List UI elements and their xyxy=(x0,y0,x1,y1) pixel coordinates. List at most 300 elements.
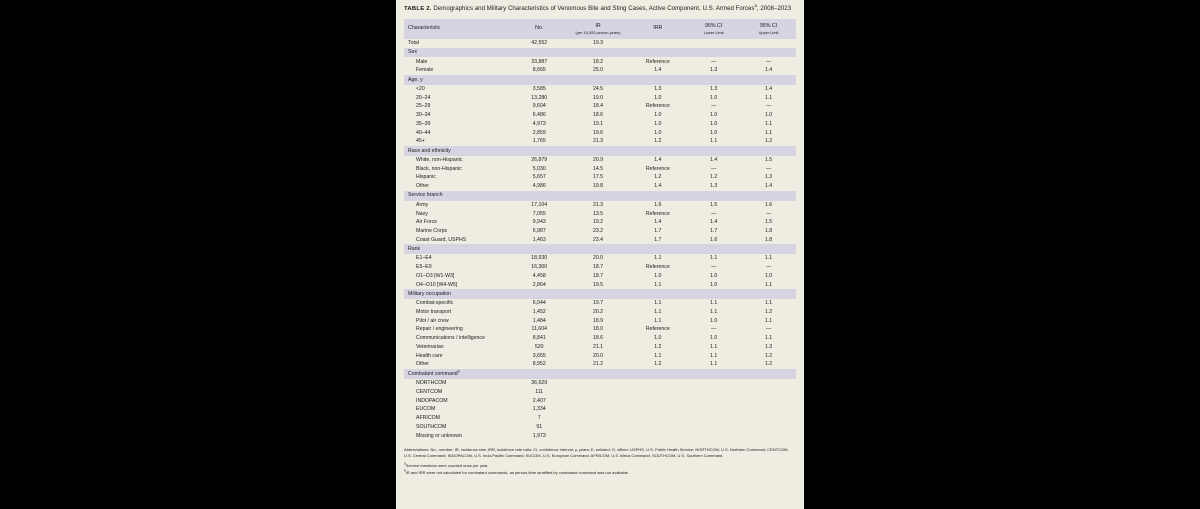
cell-ci-upper: — xyxy=(765,165,772,172)
cell-characteristic: 40–44 xyxy=(416,129,431,136)
cell-ir: 23.4 xyxy=(592,236,604,243)
cell-ir: 24.5 xyxy=(592,85,604,92)
cell-ci-lower xyxy=(686,39,741,48)
cell-characteristic: O4–O10 [W4-W5] xyxy=(416,281,458,288)
cell-ir: 20.0 xyxy=(592,255,604,262)
cell-characteristic: White, non-Hispanic xyxy=(416,156,463,163)
cell-characteristic: 35–39 xyxy=(416,120,431,127)
cell-characteristic: SOUTHCOM xyxy=(416,423,447,430)
cell-irr: 1.1 xyxy=(654,281,662,288)
cell-ir xyxy=(567,397,630,406)
cell-irr: 1.4 xyxy=(654,219,662,226)
table-title: TABLE 2. Demographics and Military Characteristics of Venomous Bite and Sting Cases, Active Component, U.S. Armed Forces$^a$, 2008–2023 xyxy=(404,2,792,12)
footnote-a-marker: a xyxy=(404,461,406,466)
cell-ir: 23.2 xyxy=(592,228,604,235)
table-row xyxy=(404,360,796,369)
cell-ir: 25.0 xyxy=(592,67,604,74)
cell-ci-upper: 1.1 xyxy=(764,255,773,262)
cell-irr: Reference xyxy=(645,58,670,65)
cell-irr: 1.1 xyxy=(654,317,662,324)
cell-ci-lower: 1.4 xyxy=(710,156,718,163)
cell-ci-lower: 1.0 xyxy=(710,120,718,127)
cell-characteristic: Army xyxy=(416,201,429,208)
cell-irr: Reference xyxy=(645,326,670,333)
column-header-ir xyxy=(567,19,630,39)
cell-irr xyxy=(629,39,686,48)
cell-no: 3,655 xyxy=(532,352,546,359)
cell-ir: 18.7 xyxy=(592,272,604,279)
cell-no: 520 xyxy=(534,343,544,350)
cell-irr: 1.4 xyxy=(654,67,662,74)
cell-ci-upper: 1.4 xyxy=(764,67,773,74)
cell-ir xyxy=(567,432,630,441)
cell-ci-upper: 1.1 xyxy=(764,317,773,324)
table-row xyxy=(404,218,796,227)
footnote-b-text: IR and IRR were not calculated for combatant commands, as person-time stratified by combatant command was not available. xyxy=(405,470,629,476)
cell-ir: 18.6 xyxy=(592,335,604,342)
cell-ir: 18.9 xyxy=(592,317,604,324)
cell-no: 13,280 xyxy=(531,94,548,101)
cell-ci-upper: 1.8 xyxy=(764,236,773,243)
cell-irr: 1.0 xyxy=(654,94,662,101)
demographics-table xyxy=(404,19,796,441)
cell-ci-lower: 1.3 xyxy=(710,67,718,74)
table-section-label: Race and ethnicity xyxy=(404,146,796,156)
cell-characteristic: E1–E4 xyxy=(416,255,432,262)
cell-ci-lower: — xyxy=(711,264,717,271)
table-section-label: Military occupation xyxy=(404,289,796,299)
table-row xyxy=(404,137,796,146)
cell-no: 4,458 xyxy=(532,272,546,279)
cell-irr: 1.1 xyxy=(654,255,662,262)
cell-irr: 1.3 xyxy=(654,85,662,92)
cell-no: 8,841 xyxy=(532,335,546,342)
cell-ci-upper xyxy=(741,397,796,406)
cell-no: 7 xyxy=(537,415,541,422)
table-row xyxy=(404,423,796,432)
table-body xyxy=(404,39,796,440)
cell-ci-upper: 1.6 xyxy=(764,201,773,208)
cell-ci-upper: — xyxy=(765,210,772,217)
cell-ir xyxy=(567,388,630,397)
cell-characteristic: 25–29 xyxy=(416,103,431,110)
table-section-label: Service branch xyxy=(404,191,796,201)
cell-ci-lower: — xyxy=(711,103,717,110)
footnote-abbreviations: Abbreviations: No., number; IR, incidence rate; IRR, incidence rate ratio; CI, confidence interval; y, years; E, enlisted; O, officer; USPHS, U.S. Public Health Service; NORTHCOM, U.S. Northern Command; CENTCOM, U.S. Central Command; INDOPACOM, U.S. Indo-Pacific Command; EUCOM, U.S. European Command; AFRICOM, U.S. Africa Command; SOUTHCOM, U.S. Southern Command. xyxy=(404,447,789,459)
cell-ci-upper: 1.2 xyxy=(764,352,773,359)
cell-ci-upper: — xyxy=(765,264,772,271)
cell-no: 2,864 xyxy=(532,281,546,288)
cell-ir: 19.2 xyxy=(592,219,604,226)
table-header-row xyxy=(404,19,796,39)
cell-characteristic: Female xyxy=(416,67,434,74)
cell-irr: 1.2 xyxy=(654,138,662,145)
cell-ci-upper xyxy=(741,379,796,388)
cell-irr: 1.0 xyxy=(654,335,662,342)
column-header-ci-upper-label: 95% CI xyxy=(759,22,778,29)
column-header-ci-upper xyxy=(741,19,796,39)
cell-irr: 1.1 xyxy=(654,308,662,315)
cell-characteristic: E5–E9 xyxy=(416,264,432,271)
cell-no: 42,552 xyxy=(531,39,548,46)
table-header xyxy=(404,19,796,39)
cell-irr: 1.0 xyxy=(654,120,662,127)
cell-no: 1,463 xyxy=(532,236,546,243)
cell-ci-lower: 1.2 xyxy=(710,174,718,181)
cell-ci-lower: 1.0 xyxy=(710,281,718,288)
cell-no: 26,879 xyxy=(531,156,548,163)
cell-ir: 19.6 xyxy=(592,129,604,136)
cell-irr: 1.1 xyxy=(654,352,662,359)
cell-characteristic: Communications / intelligence xyxy=(416,335,485,342)
cell-characteristic: Air Force xyxy=(416,219,438,226)
cell-ci-lower: — xyxy=(711,58,717,65)
table-section-row xyxy=(404,244,796,254)
cell-no: 3,585 xyxy=(532,85,546,92)
cell-ci-lower: 1.0 xyxy=(710,317,718,324)
cell-ir: 19.0 xyxy=(592,94,604,101)
cell-ci-upper: 1.2 xyxy=(764,361,773,368)
cell-characteristic: CENTCOM xyxy=(416,388,443,395)
footnote-a-text: Service members were counted once per year. xyxy=(405,462,489,468)
table-row xyxy=(404,102,796,111)
table-section-row xyxy=(404,48,796,58)
table-section-label: Combatant command$^b$ xyxy=(404,369,796,379)
cell-characteristic: Other xyxy=(416,183,429,190)
cell-ir: 21.1 xyxy=(592,343,604,350)
footnote-a xyxy=(404,463,796,469)
cell-no: 11,604 xyxy=(531,326,547,333)
cell-ci-lower: 1.0 xyxy=(710,272,718,279)
cell-no: 9,604 xyxy=(532,103,546,110)
table-row xyxy=(404,85,796,94)
cell-ci-lower: 1.6 xyxy=(710,236,718,243)
cell-ci-lower: 1.3 xyxy=(710,85,718,92)
table-row xyxy=(404,165,796,174)
cell-no: 1,484 xyxy=(532,317,546,324)
cell-ir xyxy=(567,423,630,432)
cell-ci-upper xyxy=(741,414,796,423)
cell-ir: 18.7 xyxy=(592,264,604,271)
table-row xyxy=(404,227,796,236)
cell-ci-lower xyxy=(686,432,741,441)
cell-irr: 1.4 xyxy=(654,183,662,190)
cell-no: 7,055 xyxy=(532,210,546,217)
cell-ci-upper xyxy=(741,388,796,397)
cell-characteristic: 30–34 xyxy=(416,112,431,119)
cell-characteristic: Motor transport xyxy=(416,308,452,315)
cell-ci-lower: — xyxy=(711,210,717,217)
cell-characteristic: Male xyxy=(416,58,428,65)
table-row xyxy=(404,39,796,48)
column-header-ci-upper-sublabel: Upper Limit xyxy=(758,29,779,35)
cell-ir: 19.7 xyxy=(592,300,604,307)
cell-no: 1,452 xyxy=(532,308,546,315)
cell-ci-upper: 1.2 xyxy=(764,308,773,315)
column-header-characteristic xyxy=(404,19,512,39)
cell-ci-lower xyxy=(686,414,741,423)
cell-ci-lower: 1.0 xyxy=(710,335,718,342)
table-row xyxy=(404,388,796,397)
cell-ci-upper: 1.3 xyxy=(764,343,773,350)
cell-ir: 19.3 xyxy=(592,39,604,46)
cell-no: 9,943 xyxy=(532,219,546,226)
cell-ir: 19.1 xyxy=(592,120,604,127)
cell-no: 1,334 xyxy=(532,406,546,413)
cell-no: 6,987 xyxy=(532,228,546,235)
table-section-footnote-marker: b xyxy=(457,369,460,374)
cell-ci-upper: 1.1 xyxy=(764,120,773,127)
cell-characteristic: 20–24 xyxy=(416,94,431,101)
cell-ci-lower: 1.0 xyxy=(710,112,718,119)
cell-irr xyxy=(629,379,686,388)
cell-ci-upper: 1.0 xyxy=(764,112,773,119)
cell-ir: 20.9 xyxy=(592,156,604,163)
cell-irr: 1.2 xyxy=(654,174,662,181)
footnote-b-marker: b xyxy=(404,468,406,473)
table-row xyxy=(404,182,796,191)
table-title-years: 2008–2023 xyxy=(760,5,792,12)
cell-ci-upper: 1.0 xyxy=(764,272,773,279)
cell-no: 1,765 xyxy=(532,138,546,145)
table-row xyxy=(404,308,796,317)
cell-characteristic: Navy xyxy=(416,210,428,217)
cell-irr: 1.0 xyxy=(654,112,662,119)
cell-no: 36,629 xyxy=(531,380,548,387)
table-row xyxy=(404,352,796,361)
table-row xyxy=(404,236,796,245)
cell-ci-upper xyxy=(741,423,796,432)
cell-ir: 20.2 xyxy=(592,308,604,315)
table-footnotes xyxy=(404,447,796,476)
cell-irr xyxy=(629,414,686,423)
column-header-no xyxy=(512,19,567,39)
cell-ci-lower: — xyxy=(711,165,717,172)
cell-characteristic: Hispanic xyxy=(416,174,436,181)
table-row xyxy=(404,343,796,352)
column-header-ir-sublabel: (per 10,000 person-years) xyxy=(575,29,621,35)
cell-ci-upper: — xyxy=(765,326,772,333)
footnote-b xyxy=(404,470,796,476)
cell-ci-upper: 1.1 xyxy=(764,335,773,342)
cell-characteristic: INDOPACOM xyxy=(416,397,448,404)
cell-ci-lower xyxy=(686,423,741,432)
cell-ci-lower xyxy=(686,397,741,406)
cell-ir: 18.2 xyxy=(592,58,604,65)
document-page xyxy=(396,0,804,509)
table-row xyxy=(404,263,796,272)
column-header-characteristic-label: Characteristic xyxy=(408,25,441,32)
cell-no: 6,486 xyxy=(532,112,546,119)
table-section-row xyxy=(404,75,796,85)
cell-irr xyxy=(629,388,686,397)
cell-ci-upper: — xyxy=(765,58,772,65)
cell-characteristic: Coast Guard, USPHS xyxy=(416,236,467,243)
cell-no: 5,657 xyxy=(532,174,546,181)
cell-ci-lower: 1.1 xyxy=(710,255,718,262)
column-header-ci-lower-sublabel: Lower Limit xyxy=(703,29,724,35)
cell-ci-upper: 1.4 xyxy=(764,85,773,92)
cell-irr: Reference xyxy=(645,103,670,110)
cell-ci-upper: 1.4 xyxy=(764,183,773,190)
cell-ir xyxy=(567,405,630,414)
column-header-no-label: No. xyxy=(535,25,544,32)
cell-characteristic: Repair / engineering xyxy=(416,326,463,333)
cell-characteristic: Other xyxy=(416,361,429,368)
cell-ci-lower: 1.3 xyxy=(710,183,718,190)
cell-ir: 20.0 xyxy=(592,352,604,359)
cell-ci-lower xyxy=(686,405,741,414)
cell-characteristic: NORTHCOM xyxy=(416,380,447,387)
cell-ci-lower: 1.0 xyxy=(710,129,718,136)
cell-no: 91 xyxy=(536,423,543,430)
cell-ci-lower: 1.1 xyxy=(710,300,718,307)
cell-irr: 1.0 xyxy=(654,272,662,279)
cell-ci-upper: 1.8 xyxy=(764,228,773,235)
cell-irr: 1.1 xyxy=(654,300,662,307)
cell-ci-lower: 1.0 xyxy=(710,94,718,101)
cell-ci-upper: — xyxy=(765,103,772,110)
table-row xyxy=(404,111,796,120)
cell-irr: Reference xyxy=(645,210,670,217)
table-row xyxy=(404,334,796,343)
table-row xyxy=(404,405,796,414)
table-row xyxy=(404,173,796,182)
cell-characteristic: <20 xyxy=(416,85,425,92)
column-header-irr xyxy=(629,19,686,39)
cell-irr: 1.7 xyxy=(654,228,662,235)
cell-ir: 19.8 xyxy=(592,183,604,190)
table-row xyxy=(404,432,796,441)
cell-characteristic: AFRICOM xyxy=(416,415,440,422)
cell-ci-lower: 1.4 xyxy=(710,219,718,226)
cell-ci-upper: 1.3 xyxy=(764,174,773,181)
table-row xyxy=(404,94,796,103)
cell-characteristic: Black, non-Hispanic xyxy=(416,165,462,172)
cell-irr xyxy=(629,397,686,406)
cell-irr: 1.6 xyxy=(654,201,662,208)
cell-ci-lower: 1.1 xyxy=(710,138,718,145)
table-section-label: Age, y xyxy=(404,75,796,85)
cell-ci-upper: 1.1 xyxy=(764,281,773,288)
cell-irr: 1.0 xyxy=(654,129,662,136)
cell-characteristic: O1–O3 [W1-W3] xyxy=(416,272,455,279)
table-section-row xyxy=(404,191,796,201)
table-row xyxy=(404,254,796,263)
cell-ci-lower: 1.1 xyxy=(710,343,718,350)
cell-ci-lower: 1.1 xyxy=(710,361,718,368)
cell-ci-lower xyxy=(686,379,741,388)
cell-irr: Reference xyxy=(645,264,670,271)
cell-no: 4,986 xyxy=(532,183,546,190)
table-row xyxy=(404,57,796,66)
cell-ir: 17.5 xyxy=(592,174,604,181)
table-section-label: Sex xyxy=(404,48,796,58)
cell-ir: 18.6 xyxy=(592,112,604,119)
cell-ci-lower: — xyxy=(711,326,717,333)
cell-irr xyxy=(629,423,686,432)
table-title-footnote-marker: a xyxy=(754,2,757,8)
table-section-row xyxy=(404,369,796,379)
cell-irr: 1.7 xyxy=(654,236,662,243)
cell-ci-upper: 1.1 xyxy=(764,300,773,307)
cell-no: 8,952 xyxy=(532,361,546,368)
table-row xyxy=(404,156,796,165)
cell-no: 2,407 xyxy=(532,397,546,404)
cell-ci-upper: 1.5 xyxy=(764,156,773,163)
cell-ci-upper: 1.1 xyxy=(764,94,773,101)
cell-ci-lower: 1.5 xyxy=(710,201,718,208)
table-title-text: Demographics and Military Characteristics of Venomous Bite and Sting Cases, Active Component, U.S. Armed Forces xyxy=(431,5,755,12)
cell-ci-lower: 1.7 xyxy=(710,228,718,235)
cell-ir: 19.5 xyxy=(592,281,604,288)
cell-ir xyxy=(567,379,630,388)
cell-characteristic: EUCOM xyxy=(416,406,436,413)
cell-ci-lower xyxy=(686,388,741,397)
cell-ci-upper: 1.1 xyxy=(764,129,773,136)
table-row xyxy=(404,201,796,210)
table-row xyxy=(404,272,796,281)
cell-characteristic: Combat-specific xyxy=(416,300,454,307)
cell-irr xyxy=(629,405,686,414)
cell-no: 4,973 xyxy=(532,120,546,127)
cell-characteristic: Veterinarian xyxy=(416,343,444,350)
table-row xyxy=(404,129,796,138)
cell-no: 5,030 xyxy=(532,165,546,172)
table-section-row xyxy=(404,146,796,156)
cell-characteristic: 45+ xyxy=(416,138,425,145)
cell-ci-upper xyxy=(741,432,796,441)
table-row xyxy=(404,281,796,290)
cell-no: 2,859 xyxy=(532,129,546,136)
cell-no: 6,044 xyxy=(532,300,546,307)
table-section-label: Rank xyxy=(404,244,796,254)
cell-ci-upper: 1.2 xyxy=(764,138,773,145)
cell-ir: 14.5 xyxy=(592,165,604,172)
cell-no: 1,973 xyxy=(532,432,546,439)
table-row xyxy=(404,299,796,308)
cell-irr: 1.4 xyxy=(654,156,662,163)
cell-ci-lower: 1.1 xyxy=(710,308,718,315)
cell-characteristic: Health care xyxy=(416,352,443,359)
cell-ir: 21.3 xyxy=(592,201,604,208)
table-section-row xyxy=(404,289,796,299)
table-row xyxy=(404,414,796,423)
cell-no: 17,104 xyxy=(531,201,548,208)
table-row xyxy=(404,397,796,406)
table-row xyxy=(404,379,796,388)
column-header-ci-lower-label: 95% CI xyxy=(704,22,723,29)
cell-ci-upper xyxy=(741,39,796,48)
cell-irr: 1.2 xyxy=(654,361,662,368)
cell-ci-upper xyxy=(741,405,796,414)
table-row xyxy=(404,120,796,129)
table-row xyxy=(404,317,796,326)
cell-no: 16,300 xyxy=(531,264,548,271)
cell-characteristic: Pilot / air crew xyxy=(416,317,449,324)
column-header-irr-label: IRR xyxy=(653,25,663,32)
cell-no: 8,665 xyxy=(532,67,546,74)
cell-ir xyxy=(567,414,630,423)
table-number-label: TABLE 2. xyxy=(404,6,432,12)
cell-characteristic: Total xyxy=(408,39,419,46)
cell-characteristic: Marine Corps xyxy=(416,228,448,235)
cell-ir: 21.2 xyxy=(592,361,604,368)
cell-no: 18,930 xyxy=(531,255,548,262)
cell-characteristic: Missing or unknown xyxy=(416,432,462,439)
cell-no: 111 xyxy=(535,388,544,395)
cell-irr: Reference xyxy=(645,165,670,172)
